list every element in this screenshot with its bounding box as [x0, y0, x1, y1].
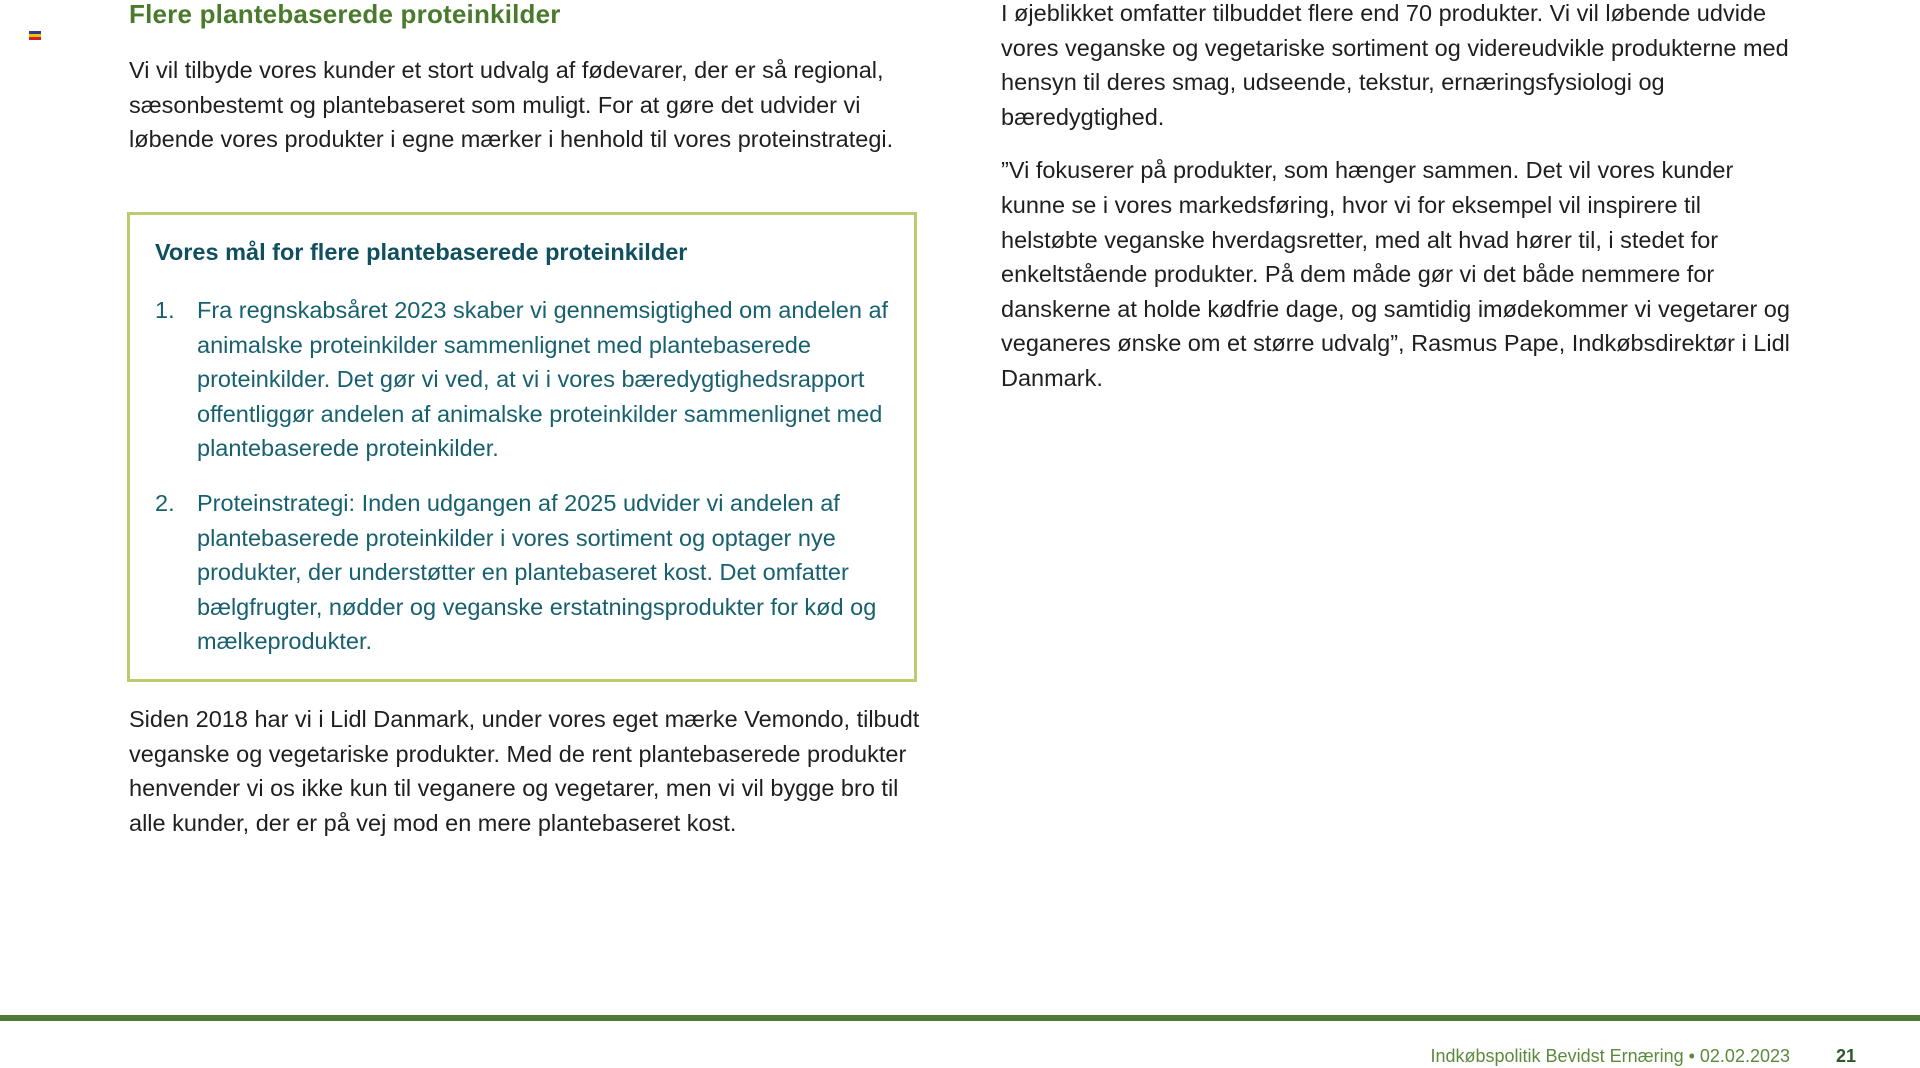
goal-number: 2. [155, 489, 175, 516]
outro-paragraph: Siden 2018 har vi i Lidl Danmark, under vores eget mærke Vemondo, tilbudt veganske og vegetariske produkter. Med de rent plantebaserede produkter henvender vi os ikke kun til veganere og vegetarer, men vi vil bygge bro til alle kunder, der er på vej mod en mere plantebaseret kost. [129, 706, 920, 836]
footer-divider [0, 1015, 1920, 1021]
footer-caption: Indkøbspolitik Bevidst Ernæring • 02.02.2023 [1430, 1046, 1790, 1066]
right-paragraph-1: I øjeblikket omfatter tilbuddet flere end 70 produkter. Vi vil løbende udvide vores veganske og vegetariske sortiment og videreudvikle produkterne med hensyn til deres smag, udseende, tekstur, ernæringsfysiologi og bæredygtighed. [1001, 0, 1789, 130]
goal-text: Fra regnskabsåret 2023 skaber vi gennemsigtighed om andelen af animalske proteinkilder sammenlignet med plantebaserede proteinkilder. Det gør vi ved, at vi i vores bæredygtighedsrapport offentliggør andelen af animalske proteinkilder sammenlignet med plantebaserede proteinkilder. [197, 297, 889, 462]
goals-list [155, 293, 890, 659]
goals-box-title: Vores mål for flere plantebaserede proteinkilder [155, 239, 688, 265]
outro-block [129, 702, 929, 840]
right-column [1001, 0, 1801, 396]
intro-paragraph: Vi vil tilbyde vores kunder et stort udvalg af fødevarer, der er så regional, sæsonbestemt og plantebaseret som muligt. For at gøre det udvider vi løbende vores produkter i egne mærker i henhold til vores proteinstrategi. [129, 57, 894, 153]
goal-item [155, 293, 890, 466]
section-heading: Flere plantebaserede proteinkilder [129, 0, 561, 29]
left-column [129, 0, 929, 157]
goals-box [127, 212, 917, 682]
page-number: 21 [1835, 1046, 1856, 1066]
goal-text: Proteinstrategi: Inden udgangen af 2025 udvider vi andelen af plantebaserede proteinkilder i vores sortiment og optager nye produkter, der understøtter en plantebaseret kost. Det omfatter bælgfrugter, nødder og veganske erstatningsprodukter for kød og mælkeprodukter. [197, 489, 877, 655]
goal-number: 1. [155, 297, 175, 323]
right-paragraph-quote: ”Vi fokuserer på produkter, som hænger sammen. Det vil vores kunder kunne se i vores markedsføring, hvor vi for eksempel vil inspirere til helstøbte veganske hverdagsretter, med alt hvad hører til, i stedet for enkeltstående produkter. På dem måde gør vi det både nemmere for danskerne at holde kødfrie dage, og samtidig imødekommer vi vegetarer og veganeres ønske om et større udvalg”, Rasmus Pape, Indkøbsdirektør i Lidl Danmark. [1001, 157, 1790, 391]
goal-item [155, 486, 890, 659]
language-flag-icon[interactable] [29, 31, 41, 40]
